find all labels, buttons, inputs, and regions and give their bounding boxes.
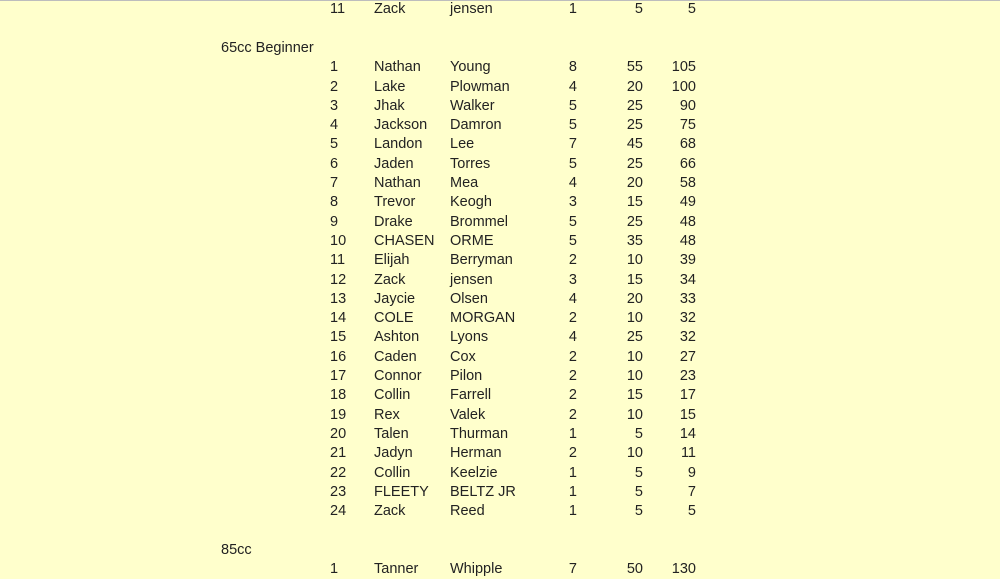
cell-place: 19 <box>330 406 346 425</box>
cell-total: 15 <box>665 406 696 425</box>
cell-total: 14 <box>665 425 696 444</box>
cell-total: 90 <box>665 97 696 116</box>
cell-last: BELTZ JR <box>450 483 516 502</box>
cell-pts: 10 <box>615 251 643 270</box>
cell-total: 58 <box>665 174 696 193</box>
cell-first: Collin <box>374 464 410 483</box>
cell-motos: 5 <box>567 232 577 251</box>
cell-motos: 8 <box>567 58 577 77</box>
cell-last: ORME <box>450 232 494 251</box>
table-row <box>0 116 1000 135</box>
cell-pts: 15 <box>615 193 643 212</box>
cell-first: Jadyn <box>374 444 413 463</box>
cell-pts: 5 <box>615 483 643 502</box>
cell-total: 75 <box>665 116 696 135</box>
cell-first: Jaycie <box>374 290 415 309</box>
cell-total: 48 <box>665 213 696 232</box>
cell-first: CHASEN <box>374 232 434 251</box>
cell-place: 20 <box>330 425 346 444</box>
cell-first: Zack <box>374 0 405 19</box>
cell-place: 15 <box>330 328 346 347</box>
cell-pts: 5 <box>615 502 643 521</box>
cell-pts: 10 <box>615 348 643 367</box>
cell-last: Thurman <box>450 425 508 444</box>
cell-place: 2 <box>330 78 338 97</box>
cell-motos: 4 <box>567 78 577 97</box>
cell-total: 7 <box>665 483 696 502</box>
cell-first: Drake <box>374 213 413 232</box>
cell-place: 10 <box>330 232 346 251</box>
cell-place: 1 <box>330 560 338 579</box>
cell-last: Keogh <box>450 193 492 212</box>
cell-last: Mea <box>450 174 478 193</box>
cell-pts: 10 <box>615 367 643 386</box>
cell-last: Damron <box>450 116 502 135</box>
cell-motos: 1 <box>567 483 577 502</box>
table-row <box>0 464 1000 483</box>
cell-place: 22 <box>330 464 346 483</box>
cell-place: 7 <box>330 174 338 193</box>
table-row <box>0 290 1000 309</box>
cell-total: 33 <box>665 290 696 309</box>
table-row <box>0 560 1000 579</box>
cell-last: Farrell <box>450 386 491 405</box>
cell-pts: 20 <box>615 174 643 193</box>
table-row <box>0 271 1000 290</box>
cell-place: 8 <box>330 193 338 212</box>
table-row <box>0 406 1000 425</box>
cell-motos: 1 <box>567 0 577 19</box>
cell-place: 24 <box>330 502 346 521</box>
cell-last: jensen <box>450 0 493 19</box>
cell-place: 21 <box>330 444 346 463</box>
table-row <box>0 328 1000 347</box>
cell-pts: 50 <box>615 560 643 579</box>
cell-first: Nathan <box>374 174 421 193</box>
cell-total: 9 <box>665 464 696 483</box>
cell-last: jensen <box>450 271 493 290</box>
cell-pts: 5 <box>615 464 643 483</box>
cell-pts: 45 <box>615 135 643 154</box>
cell-first: Tanner <box>374 560 418 579</box>
cell-motos: 2 <box>567 386 577 405</box>
cell-motos: 5 <box>567 97 577 116</box>
cell-total: 5 <box>665 502 696 521</box>
cell-last: Brommel <box>450 213 508 232</box>
cell-last: Valek <box>450 406 485 425</box>
table-row <box>0 386 1000 405</box>
cell-pts: 15 <box>615 386 643 405</box>
table-row <box>0 309 1000 328</box>
cell-first: Jackson <box>374 116 427 135</box>
cell-pts: 10 <box>615 444 643 463</box>
cell-first: FLEETY <box>374 483 429 502</box>
table-row <box>0 483 1000 502</box>
table-row <box>0 348 1000 367</box>
cell-pts: 10 <box>615 309 643 328</box>
cell-total: 105 <box>665 58 696 77</box>
cell-last: Cox <box>450 348 476 367</box>
cell-place: 5 <box>330 135 338 154</box>
cell-place: 1 <box>330 58 338 77</box>
cell-first: Ashton <box>374 328 419 347</box>
table-row <box>0 444 1000 463</box>
cell-last: Lyons <box>450 328 488 347</box>
cell-total: 48 <box>665 232 696 251</box>
cell-motos: 2 <box>567 348 577 367</box>
table-row <box>0 135 1000 154</box>
cell-total: 27 <box>665 348 696 367</box>
cell-first: Jhak <box>374 97 405 116</box>
cell-pts: 15 <box>615 271 643 290</box>
cell-last: Olsen <box>450 290 488 309</box>
cell-total: 32 <box>665 309 696 328</box>
cell-last: Lee <box>450 135 474 154</box>
cell-motos: 1 <box>567 464 577 483</box>
cell-place: 11 <box>330 251 345 270</box>
class-heading: 65cc Beginner <box>221 39 314 58</box>
cell-first: Lake <box>374 78 405 97</box>
cell-pts: 25 <box>615 213 643 232</box>
cell-pts: 10 <box>615 406 643 425</box>
table-row <box>0 58 1000 77</box>
table-row <box>0 193 1000 212</box>
cell-motos: 4 <box>567 290 577 309</box>
table-row <box>0 502 1000 521</box>
cell-last: Keelzie <box>450 464 498 483</box>
table-row <box>0 174 1000 193</box>
cell-pts: 20 <box>615 290 643 309</box>
cell-place: 9 <box>330 213 338 232</box>
cell-last: Pilon <box>450 367 482 386</box>
cell-pts: 25 <box>615 116 643 135</box>
cell-first: Caden <box>374 348 417 367</box>
cell-place: 12 <box>330 271 346 290</box>
cell-place: 17 <box>330 367 346 386</box>
cell-pts: 20 <box>615 78 643 97</box>
cell-last: Herman <box>450 444 502 463</box>
cell-place: 23 <box>330 483 346 502</box>
cell-first: Talen <box>374 425 409 444</box>
cell-place: 3 <box>330 97 338 116</box>
cell-total: 49 <box>665 193 696 212</box>
cell-pts: 25 <box>615 155 643 174</box>
cell-last: Reed <box>450 502 485 521</box>
table-row <box>0 155 1000 174</box>
cell-total: 39 <box>665 251 696 270</box>
cell-first: Nathan <box>374 58 421 77</box>
cell-total: 68 <box>665 135 696 154</box>
cell-place: 4 <box>330 116 338 135</box>
cell-last: Walker <box>450 97 495 116</box>
cell-last: Young <box>450 58 491 77</box>
table-row <box>0 425 1000 444</box>
cell-first: Jaden <box>374 155 414 174</box>
cell-motos: 7 <box>567 560 577 579</box>
cell-first: Connor <box>374 367 422 386</box>
cell-motos: 4 <box>567 328 577 347</box>
cell-place: 18 <box>330 386 346 405</box>
cell-motos: 2 <box>567 444 577 463</box>
cell-motos: 2 <box>567 251 577 270</box>
cell-place: 6 <box>330 155 338 174</box>
cell-total: 5 <box>665 0 696 19</box>
cell-first: Zack <box>374 271 405 290</box>
cell-first: Collin <box>374 386 410 405</box>
cell-first: Landon <box>374 135 422 154</box>
cell-last: Whipple <box>450 560 502 579</box>
cell-motos: 5 <box>567 213 577 232</box>
cell-place: 11 <box>330 0 345 19</box>
cell-first: Trevor <box>374 193 415 212</box>
cell-place: 14 <box>330 309 346 328</box>
cell-first: COLE <box>374 309 414 328</box>
cell-last: MORGAN <box>450 309 515 328</box>
class-heading: 85cc <box>221 541 252 560</box>
cell-total: 11 <box>665 444 696 463</box>
cell-last: Plowman <box>450 78 510 97</box>
cell-motos: 2 <box>567 406 577 425</box>
cell-total: 17 <box>665 386 696 405</box>
table-row <box>0 213 1000 232</box>
cell-motos: 5 <box>567 155 577 174</box>
table-row <box>0 97 1000 116</box>
cell-first: Zack <box>374 502 405 521</box>
table-row <box>0 232 1000 251</box>
cell-motos: 2 <box>567 367 577 386</box>
cell-pts: 55 <box>615 58 643 77</box>
cell-total: 100 <box>665 78 696 97</box>
cell-motos: 3 <box>567 271 577 290</box>
cell-total: 130 <box>665 560 696 579</box>
cell-total: 34 <box>665 271 696 290</box>
cell-first: Rex <box>374 406 400 425</box>
cell-place: 16 <box>330 348 346 367</box>
cell-place: 13 <box>330 290 346 309</box>
cell-last: Torres <box>450 155 490 174</box>
cell-pts: 5 <box>615 425 643 444</box>
cell-motos: 1 <box>567 502 577 521</box>
cell-pts: 35 <box>615 232 643 251</box>
cell-total: 23 <box>665 367 696 386</box>
table-row <box>0 78 1000 97</box>
cell-motos: 5 <box>567 116 577 135</box>
table-row <box>0 0 1000 19</box>
cell-pts: 25 <box>615 97 643 116</box>
cell-pts: 25 <box>615 328 643 347</box>
cell-motos: 2 <box>567 309 577 328</box>
table-row <box>0 251 1000 270</box>
cell-motos: 7 <box>567 135 577 154</box>
cell-total: 66 <box>665 155 696 174</box>
cell-last: Berryman <box>450 251 513 270</box>
cell-motos: 1 <box>567 425 577 444</box>
cell-motos: 3 <box>567 193 577 212</box>
cell-first: Elijah <box>374 251 409 270</box>
cell-pts: 5 <box>615 0 643 19</box>
cell-total: 32 <box>665 328 696 347</box>
cell-motos: 4 <box>567 174 577 193</box>
table-row <box>0 367 1000 386</box>
